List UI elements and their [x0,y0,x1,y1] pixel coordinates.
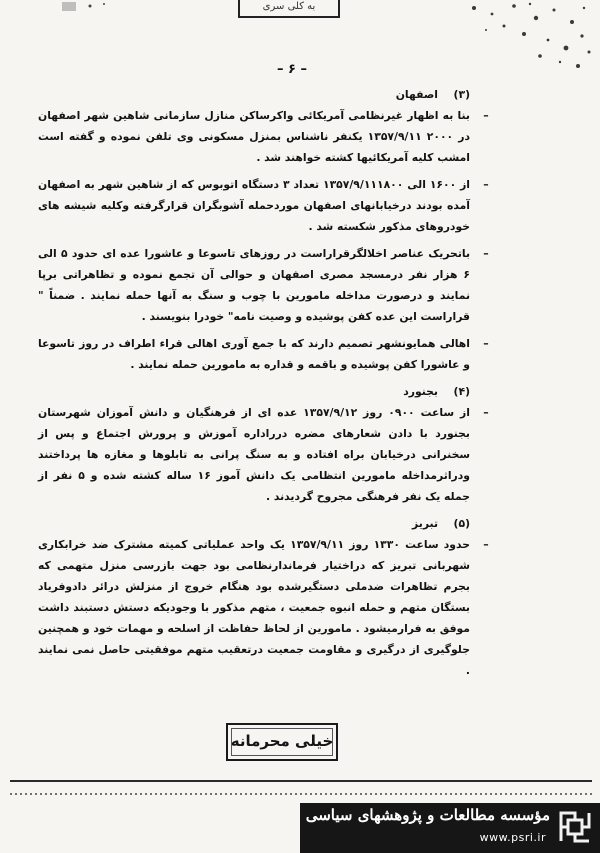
scan-noise-right [444,0,594,75]
section-title: تبریز [412,517,438,530]
classification-stamp-top: به کلی سری [238,0,340,18]
dash-bullet-icon: – [483,538,489,551]
org-url[interactable]: www.psri.ir [479,831,546,844]
dash-bullet-icon: – [483,247,489,260]
dash-bullet-icon: – [483,406,489,419]
section-number: (۳) [453,88,470,101]
section-heading-isfahan [38,84,470,105]
org-name: مؤسسه مطالعات و پژوهشهای سیاسی [305,806,550,824]
archive-footer-banner [300,803,600,853]
section-heading-tabriz [38,513,470,534]
paragraph: – حدود ساعت ۱۳۳۰ روز ۱۳۵۷/۹/۱۱ یک واحد عملیاتی کمیته مشترک ضد خرابکاری شهربانی تبریز که دراختیار فرماندارنظامی بود جهت بازرسی منزل متهمی که بجرم تظاهرات ضدملی دستگیرشده بود هنگام خروج از منزلش درائر دادوفریاد بستگان متهم و حمله انبوه جمعیت ، متهم مذکور با وجودیکه دستش دستبند داشت موفق به فرارمیشود . مامورین از لحاظ حفاظت از اسلحه و مهمات خود و همچنین جلوگیری از درگیری و مقاومت جمعیت درتعقیب متهم موفقیتی حاصل نمی نمایند . [38,534,470,681]
page-number: – ۶ – [277,62,307,77]
document-body [38,82,489,687]
classification-stamp-bottom: خیلی محرمانه [226,723,338,761]
section-heading-bojnurd [38,381,470,402]
dash-bullet-icon: – [483,337,489,350]
scan-dotted-line [10,792,592,796]
paragraph: – باتحریک عناصر اخلالگرقراراست در روزهای تاسوعا و عاشورا عده ای حدود ۵ الی ۶ هزار نفر درمسجد مصری اصفهان و حوالی آن تجمع نموده و تظاهراتی برپا نمایند و درصورت مداخله مامورین با چوب و سنگ به آنها حمله نمایند . ضمناً " قراراست این عده کفن پوشیده و وصیت نامه" خودرا بنویسند . [38,243,470,327]
section-number: (۵) [453,517,470,530]
scan-noise-left [60,0,120,16]
dash-bullet-icon: – [483,109,489,122]
section-title: اصفهان [395,88,438,101]
paragraph: – از ساعت ۰۹۰۰ روز ۱۳۵۷/۹/۱۲ عده ای از فرهنگیان و دانش آموزان شهرستان بجنورد با دادن شعارهای مضره درراداره آموزش و پرورش اجتماع و پس از سخنرانی درخیابان براه افتاده و به سنگ پرانی به تابلوها و مغازه ها پرداختند ودراثرمداخله مامورین انتظامی یک دانش آموز ۱۶ ساله کشته شده و ۵ نفر از جمله یک نفر فرهنگی مجروح گردیدند . [38,402,470,507]
paragraph: – بنا به اظهار غیرنظامی آمریکائی واکرساکن منازل سازمانی شاهین شهر اصفهان در ۲۰۰۰ ۱۳۵۷/۹/۱۱ یکنفر ناشناس بمنزل مسکونی وی تلفن نموده و گفته است امشب کلیه آمریکائیها کشته خواهند شد . [38,105,470,168]
section-number: (۴) [453,385,470,398]
org-logo-icon [556,808,594,846]
section-title: بجنورد [403,385,438,398]
paragraph: – از ۱۶۰۰ الی ۱۳۵۷/۹/۱۱۱۸۰۰ تعداد ۳ دستگاه اتوبوس که از شاهین شهر به اصفهان آمده بودند درخیابانهای اصفهان موردحمله آشوبگران قرارگرفته وکلیه شیشه های خودروهای مذکور شکسته شد . [38,174,470,237]
dash-bullet-icon: – [483,178,489,191]
paragraph: – اهالی همایونشهر تصمیم دارند که با جمع آوری اهالی قراء اطراف در روز تاسوعا و عاشورا کفن پوشیده و باقمه و قداره به مامورین حمله نمایند . [38,333,470,375]
page-bottom-rule [10,780,592,782]
